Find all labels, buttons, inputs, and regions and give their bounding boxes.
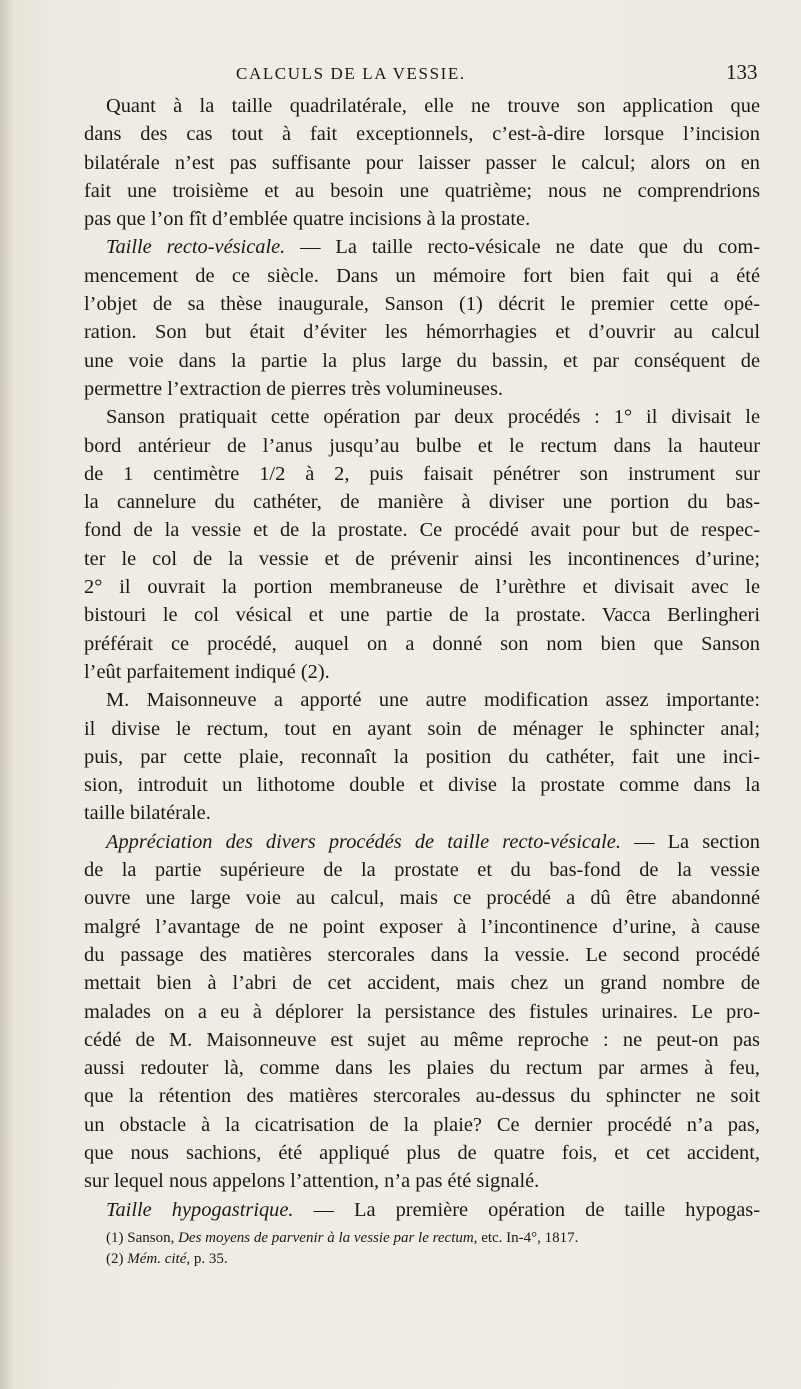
- footnote-2: [106, 1249, 766, 1270]
- text-line: malgré l’avantage de ne point exposer à l’incontinence d’urine, à cause: [84, 915, 760, 938]
- text-line: l’objet de sa thèse inaugurale, Sanson (1) décrit le premier cette opé-: [84, 293, 760, 316]
- text-line: aussi redouter là, comme dans les plaies du rectum par armes à feu,: [84, 1057, 760, 1080]
- text-line: la cannelure du cathéter, de manière à diviser une portion du bas-: [84, 491, 760, 514]
- text-line: pas que l’on fît d’emblée quatre incisions à la prostate.: [84, 208, 531, 231]
- page-number: 133: [726, 60, 758, 84]
- text-line: ration. Son but était d’éviter les hémorrhagies et d’ouvrir au calcul: [84, 321, 760, 344]
- footnote-2-suffix: , p. 35.: [186, 1251, 228, 1267]
- text-line: mencement de ce siècle. Dans un mémoire fort bien fait qui a été: [84, 264, 760, 287]
- text-line: fond de la vessie et de la prostate. Ce procédé avait pour but de respec-: [84, 519, 760, 542]
- text-line: fait une troisième et au besoin une quatrième; nous ne comprendrions: [84, 179, 760, 202]
- text-line: que nous sachions, été appliqué plus de quatre fois, et cet accident,: [84, 1141, 760, 1164]
- page-edge-shadow: [0, 0, 14, 1389]
- text-line: sur lequel nous appelons l’attention, n’a pas été signalé.: [84, 1170, 540, 1193]
- text-line: taille bilatérale.: [84, 802, 211, 825]
- text-line: de la partie supérieure de la prostate et du bas-fond de la vessie: [84, 859, 760, 882]
- text-line: ouvre une large voie au calcul, mais ce procédé a dû être abandonné: [84, 887, 760, 910]
- heading-rest: — La taille recto-vésicale ne date que du com-: [285, 236, 760, 259]
- text-line: il divise le rectum, tout en ayant soin de ménager le sphincter anal;: [84, 717, 760, 740]
- footnote-2-prefix: (2): [106, 1251, 128, 1267]
- text-line: l’eût parfaitement indiqué (2).: [84, 660, 330, 683]
- text-line: Sanson pratiquait cette opération par deux procédés : 1° il divisait le: [106, 406, 760, 429]
- footnote-2-title: Mém. cité: [127, 1251, 187, 1267]
- text-line: malades on a eu à déplorer la persistance des fistules urinaires. Le pro-: [84, 1000, 760, 1023]
- text-line: une voie dans la partie la plus large du bassin, et par conséquent de: [84, 349, 760, 372]
- text-line: du passage des matières stercorales dans la vessie. Le second procédé: [84, 943, 760, 966]
- footnote-1: [106, 1228, 766, 1249]
- text-line: mettait bien à l’abri de cet accident, mais chez un grand nombre de: [84, 972, 760, 995]
- text-line: que la rétention des matières stercorales au-dessus du sphincter ne soit: [84, 1085, 760, 1108]
- body-text: [84, 92, 760, 1224]
- text-line: puis, par cette plaie, reconnaît la position du cathéter, fait une inci-: [84, 745, 760, 768]
- footnote-1-suffix: , etc. In-4°, 1817.: [473, 1230, 579, 1246]
- text-line: bistouri le col vésical et une partie de la prostate. Vacca Berlingheri: [84, 604, 760, 627]
- text-line: cédé de M. Maisonneuve est sujet au même reproche : ne peut-on pas: [84, 1028, 760, 1051]
- text-line: de 1 centimètre 1/2 à 2, puis faisait pénétrer son instrument sur: [84, 462, 760, 485]
- text-line: bord antérieur de l’anus jusqu’au bulbe et le rectum dans la hauteur: [84, 434, 760, 457]
- footnote-1-prefix: (1) Sanson,: [106, 1230, 179, 1246]
- running-head-title: CALCULS DE LA VESSIE.: [236, 64, 466, 83]
- text-line: préférait ce procédé, auquel on a donné son nom bien que Sanson: [84, 632, 760, 655]
- text-line: ter le col de la vessie et de prévenir ainsi les incontinences d’urine;: [84, 547, 760, 570]
- text-line: permettre l’extraction de pierres très volumineuses.: [84, 377, 503, 400]
- text-line-with-heading: [84, 828, 760, 856]
- text-line: dans des cas tout à fait exceptionnels, c’est-à-dire lorsque l’incision: [84, 123, 760, 146]
- text-line: Quant à la taille quadrilatérale, elle ne trouve son application que: [106, 95, 760, 117]
- section-heading-hypogastrique: Taille hypogastrique.: [106, 1198, 294, 1221]
- text-line: M. Maisonneuve a apporté une autre modification assez importante:: [106, 689, 760, 712]
- text-line: sion, introduit un lithotome double et divise la prostate comme dans la: [84, 774, 760, 797]
- text-line: un obstacle à la cicatrisation de la plaie? Ce dernier procédé n’a pas,: [84, 1113, 760, 1136]
- text-line: 2° il ouvrait la portion membraneuse de l’urèthre et divisait avec le: [84, 576, 760, 599]
- footnotes: [106, 1228, 766, 1270]
- section-heading-recto-vesicale: Taille recto-vésicale.: [106, 236, 286, 259]
- section-heading-appreciation: Appréciation des divers procédés de taille recto-vésicale.: [106, 830, 621, 853]
- running-head: [0, 60, 801, 90]
- text-line: bilatérale n’est pas suffisante pour laisser passer le calcul; alors on en: [84, 151, 760, 174]
- heading-rest: — La première opération de taille hypogas-: [293, 1198, 760, 1221]
- heading-rest: — La section: [620, 830, 760, 853]
- text-line-with-heading: [84, 1196, 760, 1224]
- footnote-1-title: Des moyens de parvenir à la vessie par le rectum: [178, 1230, 474, 1246]
- text-line-with-heading: [84, 233, 760, 261]
